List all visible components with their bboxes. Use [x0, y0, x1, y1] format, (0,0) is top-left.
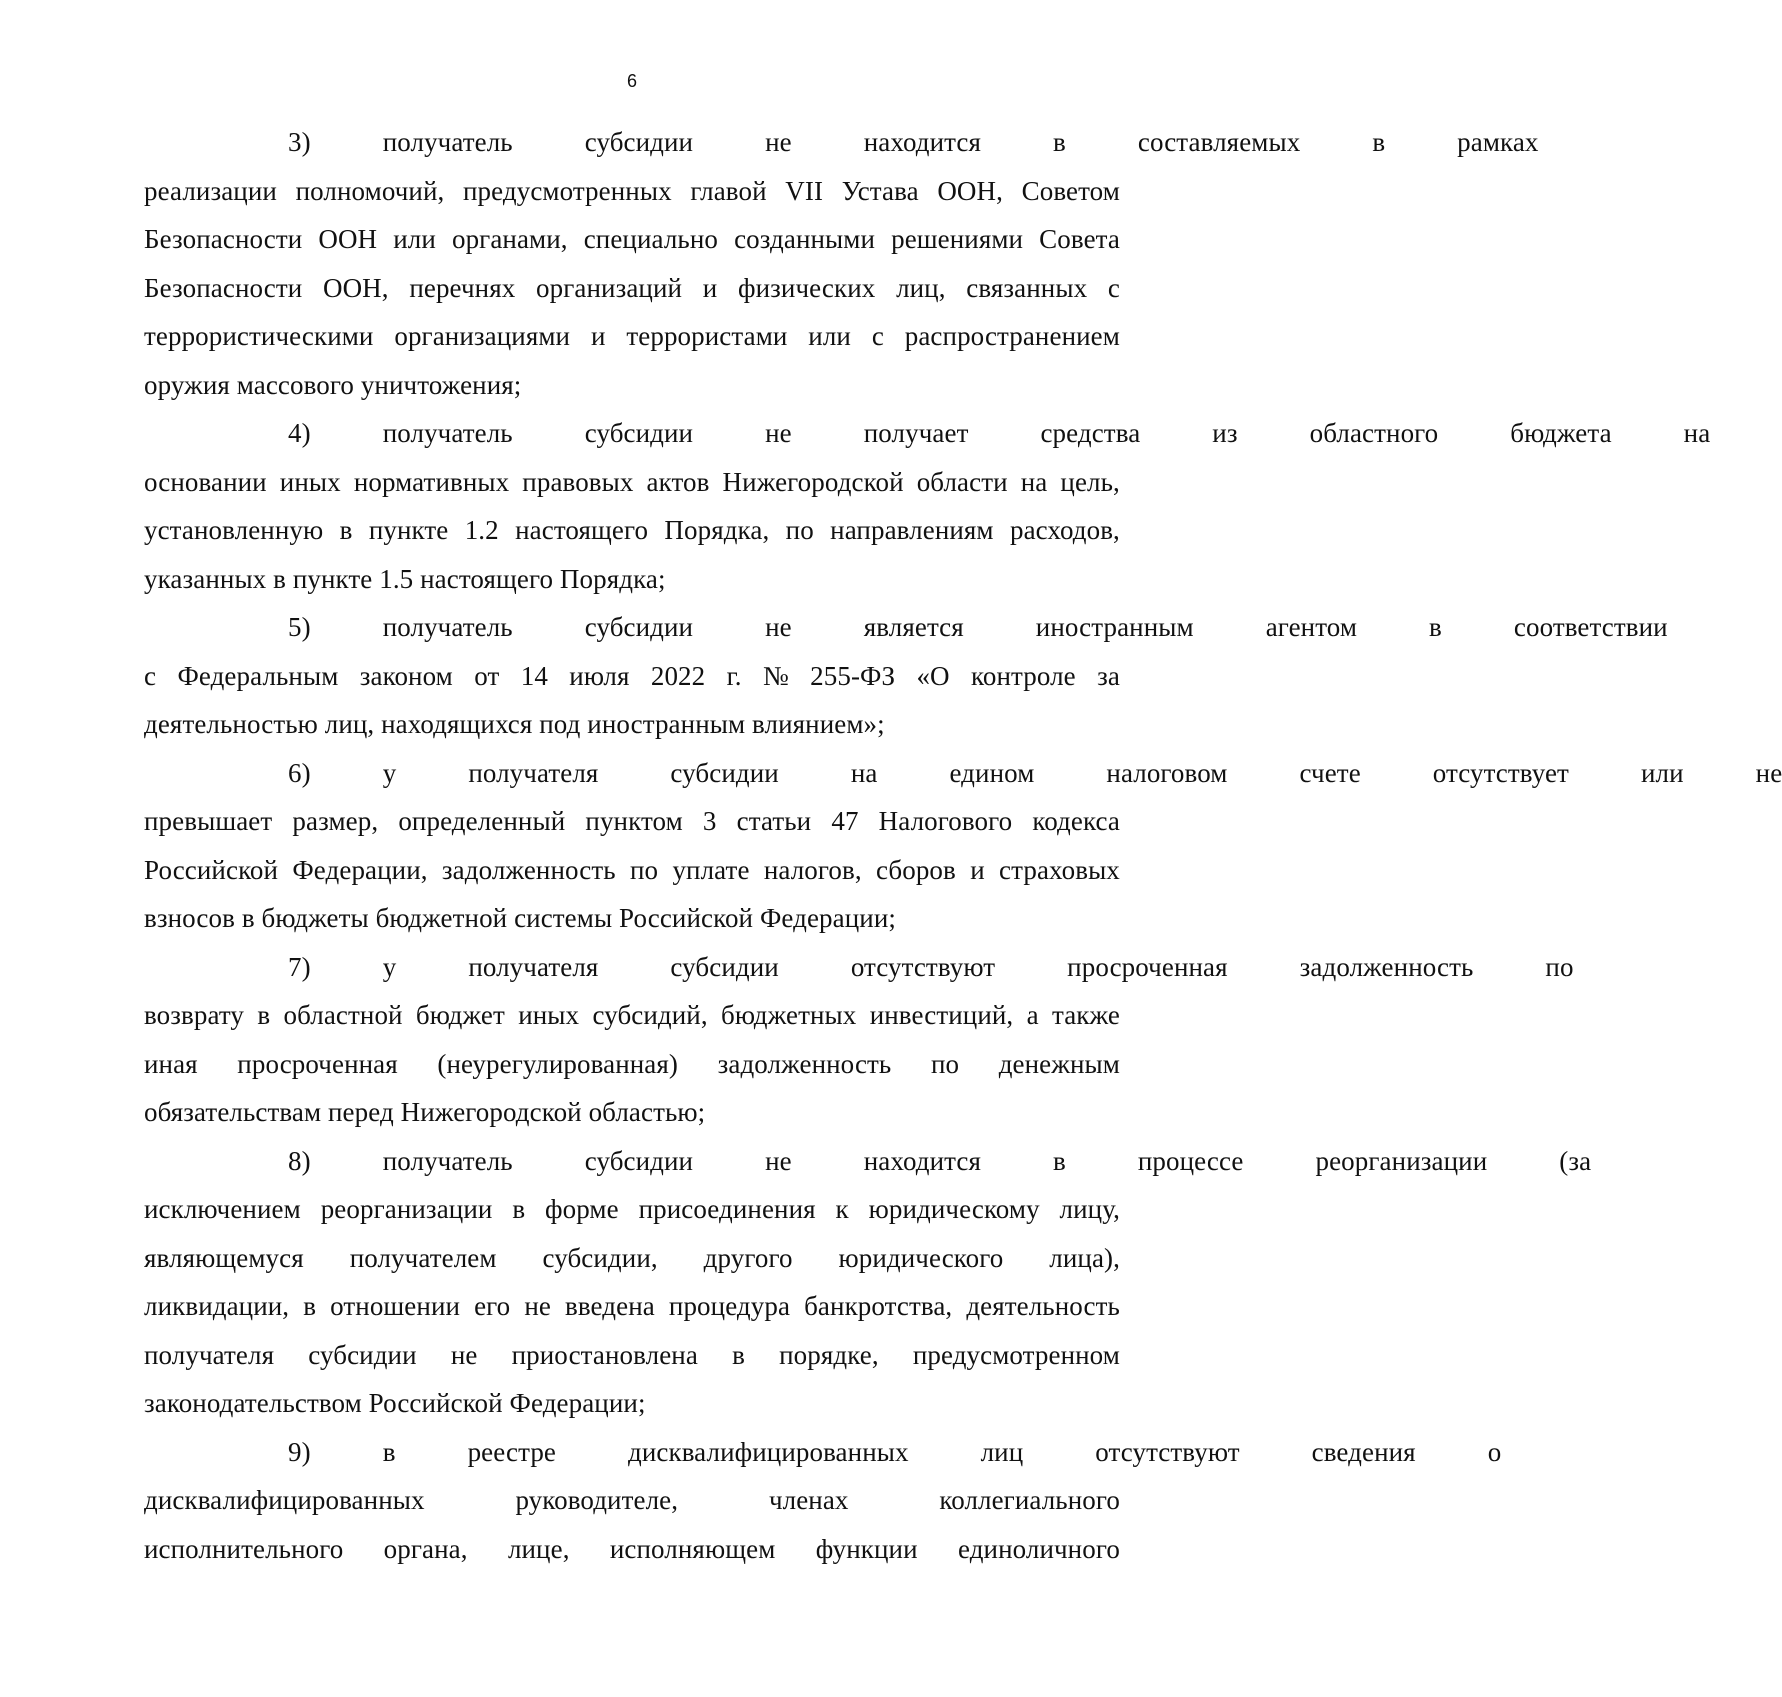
text-line: обязательствам перед Нижегородской областью;	[144, 1097, 706, 1127]
text-line: установленную в пункте 1.2 настоящего Порядка, по направлениям расходов,	[144, 515, 1120, 545]
document-body	[144, 118, 1782, 1573]
text-line: 9) в реестре дисквалифицированных лиц отсутствуют сведения о	[288, 1436, 1502, 1467]
text-line: террористическими организациями и террористами или с распространением	[144, 321, 1120, 351]
text-line: 7) у получателя субсидии отсутствуют просроченная задолженность по	[288, 951, 1574, 982]
paragraph-item-3	[144, 118, 1539, 409]
text-line: с Федеральным законом от 14 июля 2022 г. № 255-ФЗ «О контроле за	[144, 660, 1120, 691]
text-line: превышает размер, определенный пунктом 3 статьи 47 Налогового кодекса	[144, 806, 1120, 836]
text-line: указанных в пункте 1.5 настоящего Порядка;	[144, 563, 666, 594]
text-line: 8) получатель субсидии не находится в процессе реорганизации (за	[288, 1145, 1592, 1176]
page-number: 6	[626, 71, 637, 91]
text-line: возврату в областной бюджет иных субсидий, бюджетных инвестиций, а также	[144, 1000, 1120, 1030]
paragraph-item-6	[144, 749, 1782, 943]
text-line: иная просроченная (неурегулированная) задолженность по денежным	[144, 1048, 1120, 1079]
text-line: реализации полномочий, предусмотренных главой VII Устава ООН, Советом	[144, 175, 1120, 206]
text-line: основании иных нормативных правовых актов Нижегородской области на цель,	[144, 466, 1120, 497]
text-line: 6) у получателя субсидии на едином налоговом счете отсутствует или не	[288, 757, 1782, 788]
paragraph-item-4	[144, 409, 1711, 603]
text-line: Российской Федерации, задолженность по уплате налогов, сборов и страховых	[144, 854, 1120, 885]
paragraph-item-9	[144, 1428, 1502, 1574]
text-line: дисквалифицированных руководителе, членах коллегиального	[144, 1485, 1120, 1515]
paragraph-item-8	[144, 1137, 1592, 1428]
text-line: Безопасности ООН, перечнях организаций и физических лиц, связанных с	[144, 272, 1120, 303]
text-line: исполнительного органа, лице, исполняющем функции единоличного	[144, 1533, 1120, 1564]
text-line: 5) получатель субсидии не является иностранным агентом в соответствии	[288, 612, 1668, 642]
paragraph-item-7	[144, 943, 1574, 1137]
text-line: ликвидации, в отношении его не введена процедура банкротства, деятельность	[144, 1291, 1120, 1321]
text-line: исключением реорганизации в форме присоединения к юридическому лицу,	[144, 1194, 1120, 1224]
paragraph-item-5	[144, 603, 1668, 749]
text-line: деятельностью лиц, находящихся под иностранным влиянием»;	[144, 709, 885, 739]
text-line: оружия массового уничтожения;	[144, 369, 522, 400]
text-line: получателя субсидии не приостановлена в порядке, предусмотренном	[144, 1339, 1120, 1370]
text-line: Безопасности ООН или органами, специально созданными решениями Совета	[144, 224, 1120, 254]
text-line: законодательством Российской Федерации;	[144, 1388, 646, 1418]
text-line: являющемуся получателем субсидии, другого юридического лица),	[144, 1242, 1120, 1273]
text-line: 3) получатель субсидии не находится в составляемых в рамках	[288, 127, 1539, 157]
text-line: взносов в бюджеты бюджетной системы Российской Федерации;	[144, 903, 896, 933]
text-line: 4) получатель субсидии не получает средства из областного бюджета на	[288, 418, 1711, 448]
